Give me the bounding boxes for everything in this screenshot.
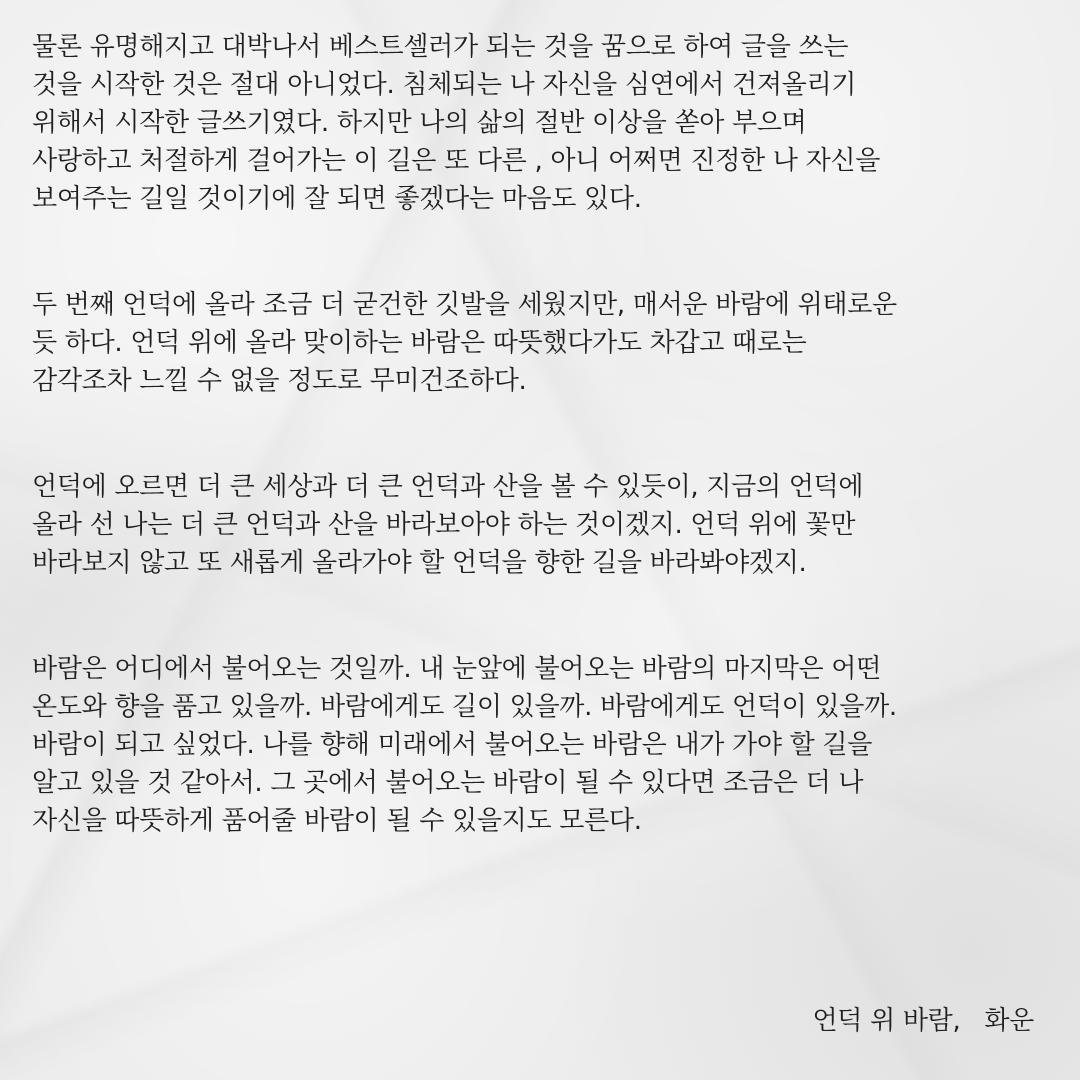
paragraph-3 (32, 468, 1056, 582)
paragraph-4 (32, 650, 1056, 840)
text-line: 두 번째 언덕에 올라 조금 더 굳건한 깃발을 세웠지만, 매서운 바람에 위태로운 (32, 290, 897, 320)
text-line: 물론 유명해지고 대박나서 베스트셀러가 되는 것을 꿈으로 하여 글을 쓰는 (32, 32, 849, 62)
paragraph-1 (32, 28, 1056, 218)
text-line: 바람은 어디에서 불어오는 것일까. 내 눈앞에 불어오는 바람의 마지막은 어떤 (32, 654, 881, 684)
text-line: 올라 선 나는 더 큰 언덕과 산을 바라보아야 하는 것이겠지. 언덕 위에 꽃만 (32, 510, 856, 540)
text-line: 위해서 시작한 글쓰기였다. 하지만 나의 삶의 절반 이상을 쏟아 부으며 (32, 108, 807, 138)
text-line: 온도와 향을 품고 있을까. 바람에게도 길이 있을까. 바람에게도 언덕이 있을까. (32, 692, 897, 722)
text-line: 감각조차 느낄 수 없을 정도로 무미건조하다. (32, 366, 527, 396)
text-line: 듯 하다. 언덕 위에 올라 맞이하는 바람은 따뜻했다가도 차갑고 때로는 (32, 328, 807, 358)
text-line: 바라보지 않고 또 새롭게 올라가야 할 언덕을 향한 길을 바라봐야겠지. (32, 548, 807, 578)
paragraph-2 (32, 286, 1056, 400)
text-line: 언덕에 오르면 더 큰 세상과 더 큰 언덕과 산을 볼 수 있듯이, 지금의 언덕에 (32, 472, 864, 502)
text-line: 보여주는 길일 것이기에 잘 되면 좋겠다는 마음도 있다. (32, 184, 642, 214)
text-line: 사랑하고 처절하게 걸어가는 이 길은 또 다른 , 아니 어쩌면 진정한 나 자신을 (32, 146, 881, 176)
essay-page (32, 28, 1056, 1058)
text-line: 것을 시작한 것은 절대 아니었다. 침체되는 나 자신을 심연에서 건져올리기 (32, 70, 857, 100)
text-line: 바람이 되고 싶었다. 나를 향해 미래에서 불어오는 바람은 내가 가야 할 길을 (32, 730, 873, 760)
text-line: 알고 있을 것 같아서. 그 곳에서 불어오는 바람이 될 수 있다면 조금은 더 나 (32, 768, 864, 798)
signature: 언덕 위 바람, 화운 (812, 1006, 1034, 1036)
text-line: 자신을 따뜻하게 품어줄 바람이 될 수 있을지도 모른다. (32, 806, 642, 836)
